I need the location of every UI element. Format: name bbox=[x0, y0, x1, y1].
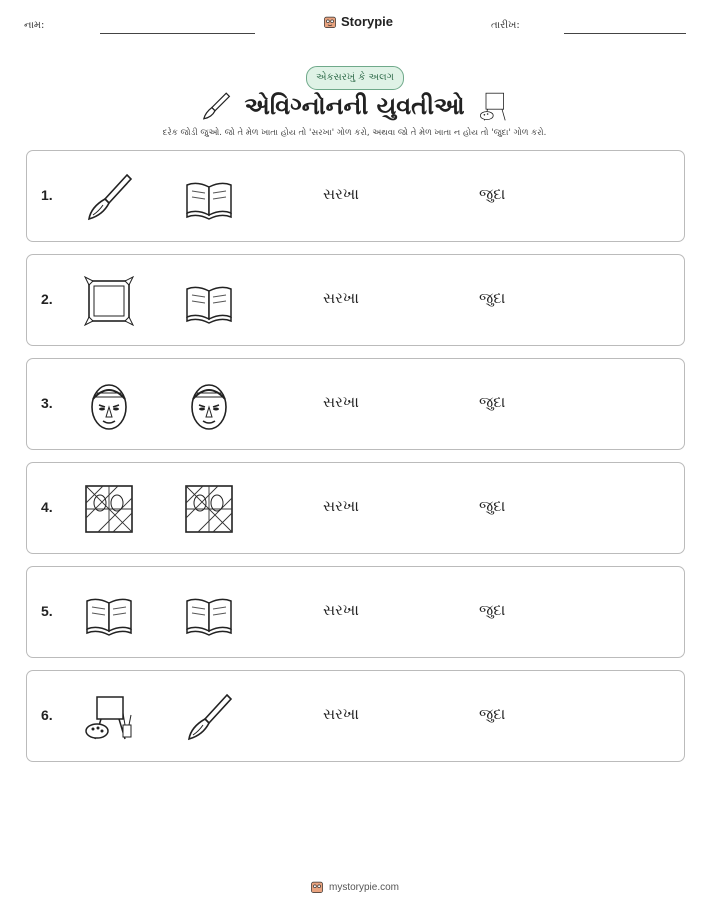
option-different[interactable]: જુદા bbox=[479, 289, 506, 307]
question-row bbox=[26, 566, 685, 658]
footer bbox=[0, 880, 709, 894]
option-same[interactable]: સરખા bbox=[323, 185, 359, 203]
question-number: 3. bbox=[41, 395, 53, 411]
question-row bbox=[26, 150, 685, 242]
name-label: નામ: bbox=[24, 20, 45, 31]
question-row bbox=[26, 254, 685, 346]
worksheet-type-badge: એકસરખું કે અલગ bbox=[306, 66, 404, 90]
storypie-logo bbox=[323, 14, 393, 29]
question-row bbox=[26, 462, 685, 554]
date-line[interactable] bbox=[564, 33, 686, 34]
question-number: 6. bbox=[41, 707, 53, 723]
option-different[interactable]: જુદા bbox=[479, 601, 506, 619]
book-icon bbox=[183, 275, 235, 327]
name-line[interactable] bbox=[100, 33, 255, 34]
cubist-faces-icon bbox=[83, 483, 135, 535]
question-number: 5. bbox=[41, 603, 53, 619]
question-number: 1. bbox=[41, 187, 53, 203]
easel-palette-icon bbox=[478, 90, 510, 122]
option-same[interactable]: સરખા bbox=[323, 705, 359, 723]
storypie-mascot-icon bbox=[323, 15, 337, 29]
paintbrush-icon bbox=[183, 691, 235, 743]
brand-name: Storypie bbox=[341, 14, 394, 29]
paintbrush-icon bbox=[83, 171, 135, 223]
question-row bbox=[26, 358, 685, 450]
book-icon bbox=[83, 587, 135, 639]
title-row bbox=[0, 88, 709, 124]
book-icon bbox=[183, 171, 235, 223]
question-row bbox=[26, 670, 685, 762]
storypie-mascot-icon bbox=[310, 880, 324, 894]
option-different[interactable]: જુદા bbox=[479, 393, 506, 411]
cubist-faces-icon bbox=[183, 483, 235, 535]
instructions: દરેક જોડી જુઓ. જો તે મેળ ખાતા હોય તો 'સરખા' ગોળ કરો, અથવા જો તે મેળ ખાતા ન હોય તો 'જુદા' ગોળ કરો. bbox=[162, 128, 547, 138]
easel-palette-icon bbox=[83, 691, 135, 743]
question-number: 4. bbox=[41, 499, 53, 515]
canvas-frame-icon bbox=[83, 275, 135, 327]
option-different[interactable]: જુદા bbox=[479, 705, 506, 723]
book-icon bbox=[183, 587, 235, 639]
footer-url[interactable]: mystorypie.com bbox=[328, 881, 399, 893]
african-mask-icon bbox=[83, 379, 135, 431]
african-mask-icon bbox=[183, 379, 235, 431]
date-label: તારીખ: bbox=[491, 20, 520, 31]
option-same[interactable]: સરખા bbox=[323, 393, 359, 411]
option-different[interactable]: જુદા bbox=[479, 497, 506, 515]
option-same[interactable]: સરખા bbox=[323, 289, 359, 307]
paintbrush-icon bbox=[199, 90, 231, 122]
option-different[interactable]: જુદા bbox=[479, 185, 506, 203]
option-same[interactable]: સરખા bbox=[323, 601, 359, 619]
question-number: 2. bbox=[41, 291, 53, 307]
option-same[interactable]: સરખા bbox=[323, 497, 359, 515]
page-title: એવિગ્નોનની યુવતીઓ bbox=[244, 92, 465, 120]
